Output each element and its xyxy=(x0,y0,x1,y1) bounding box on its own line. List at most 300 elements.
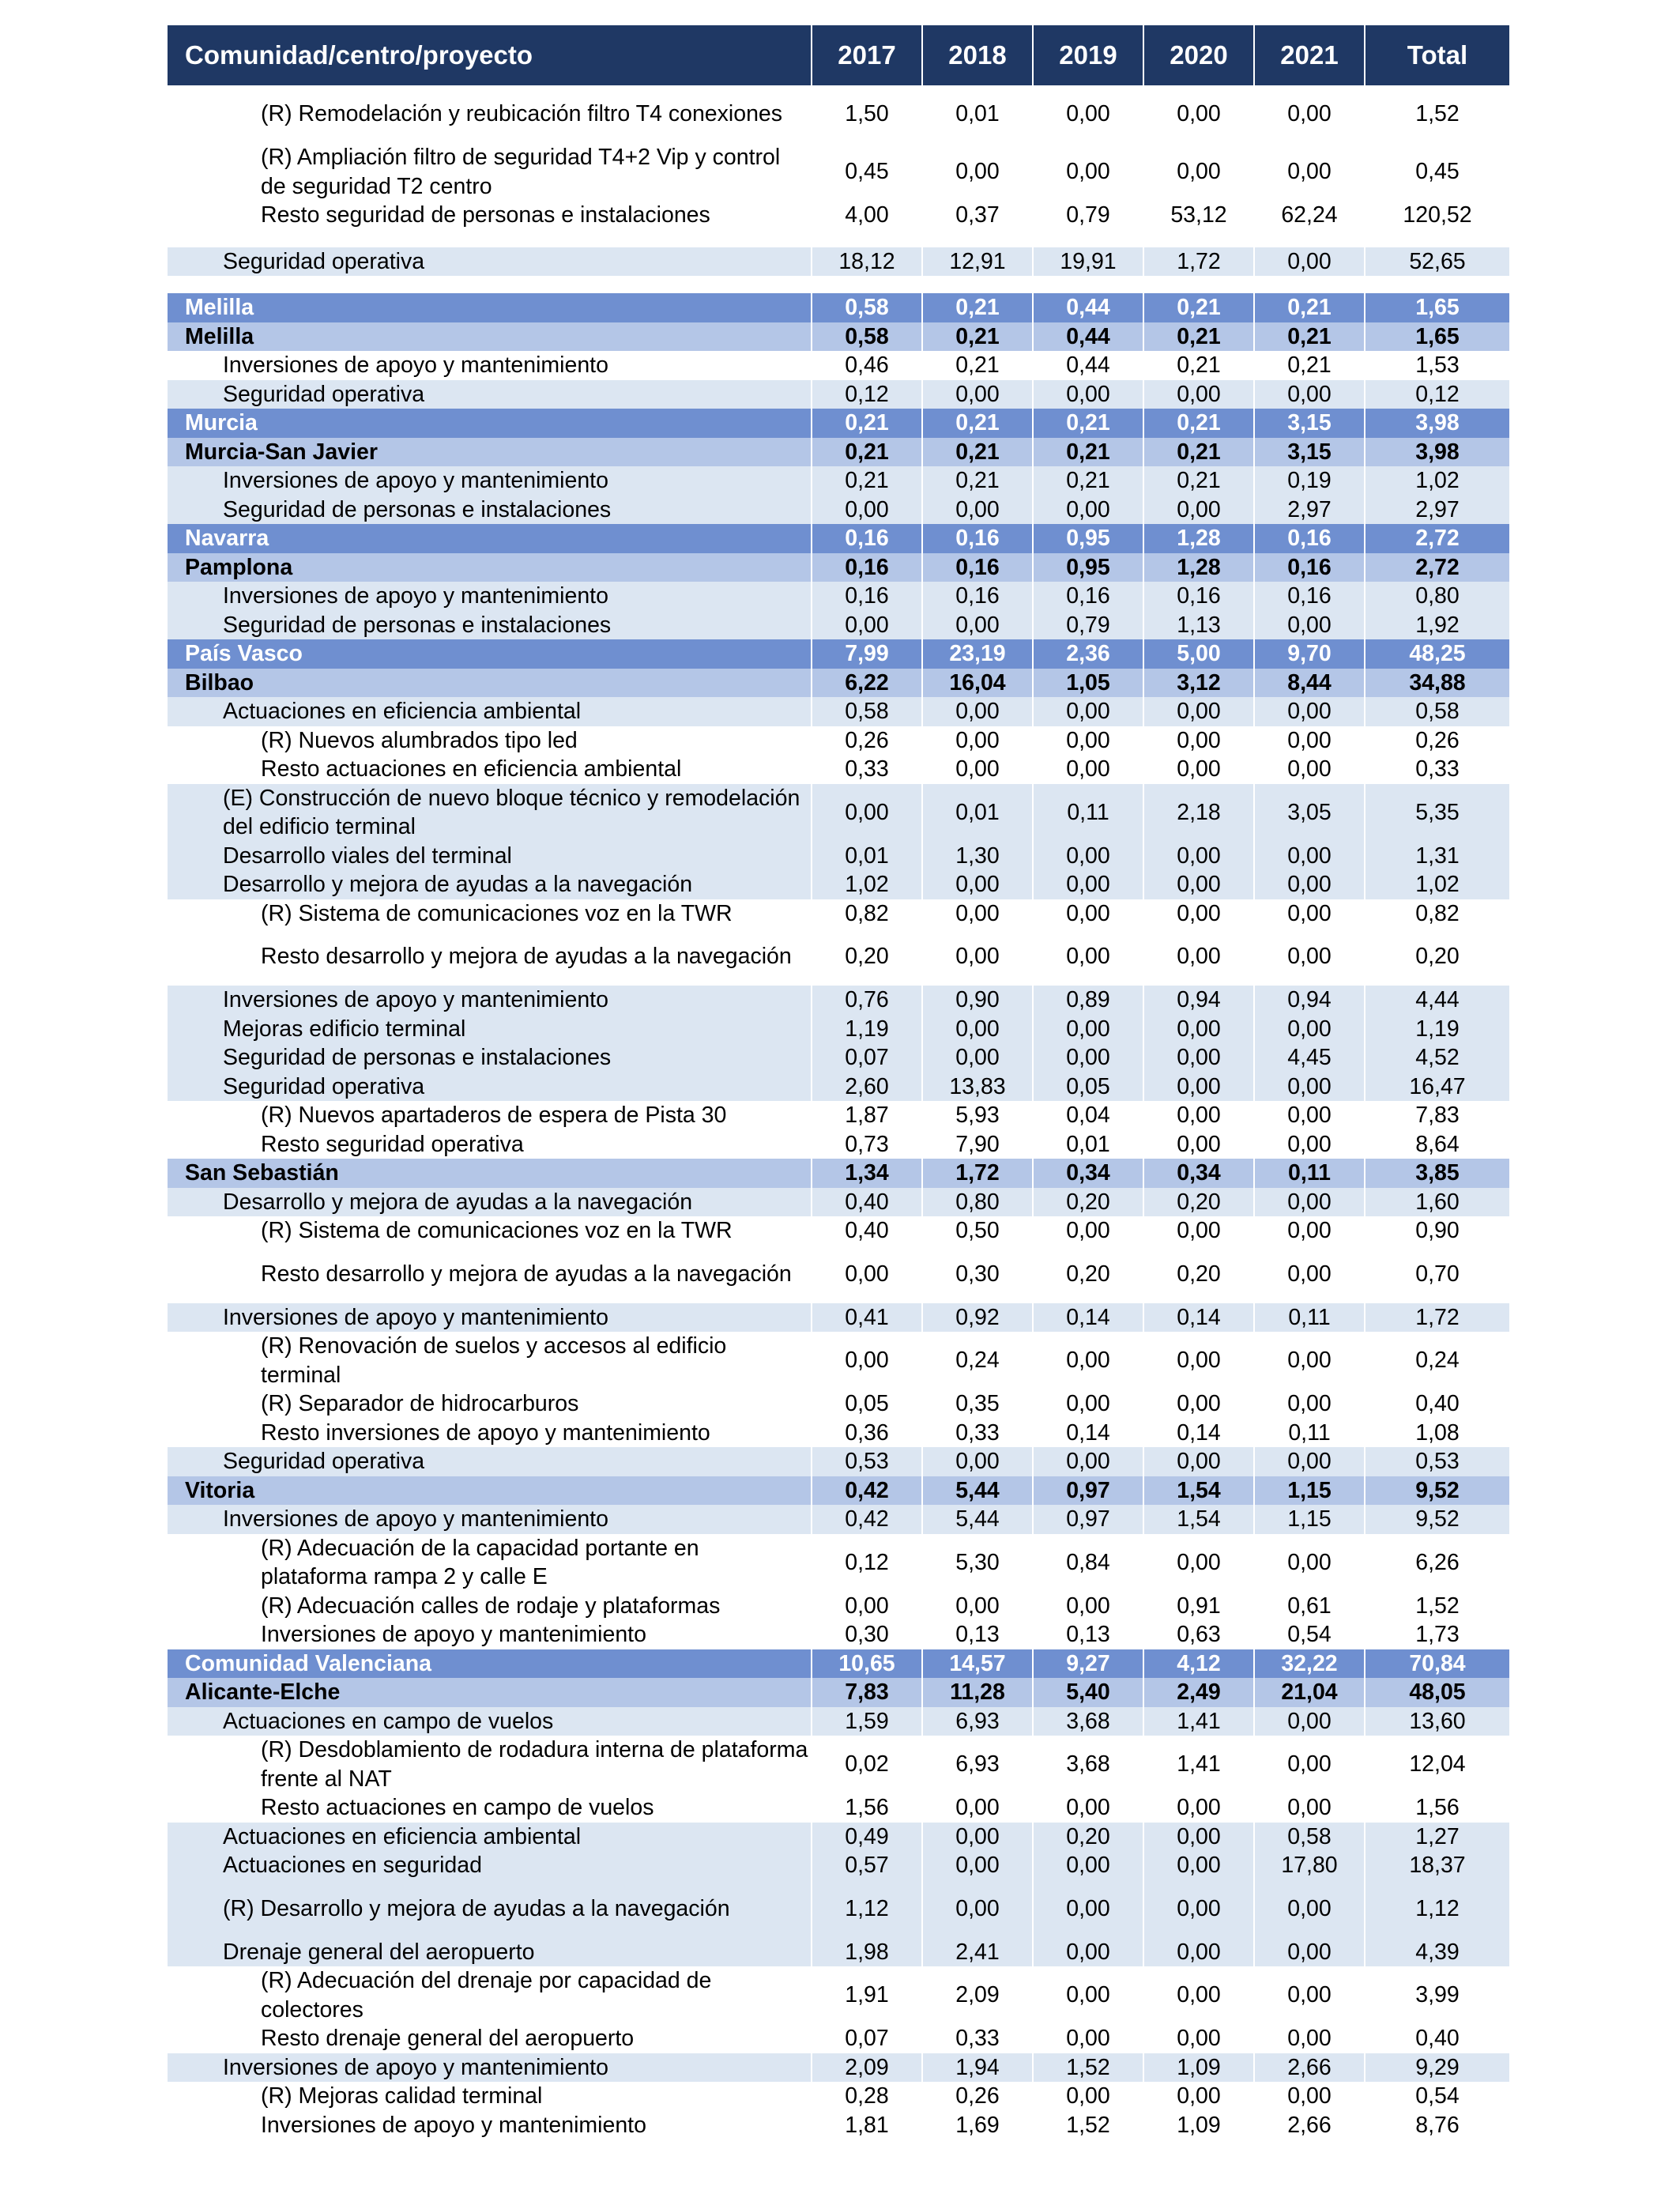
value-2017: 0,49 xyxy=(812,1823,922,1852)
value-2017: 10,65 xyxy=(812,1649,922,1679)
value-total: 2,72 xyxy=(1365,553,1509,582)
value-2019: 0,97 xyxy=(1033,1476,1143,1506)
value-total: 1,73 xyxy=(1365,1620,1509,1649)
value-2019: 0,34 xyxy=(1033,1159,1143,1188)
value-2020: 0,21 xyxy=(1143,438,1254,467)
value-total: 120,52 xyxy=(1365,201,1509,230)
subitem-row xyxy=(168,1332,1509,1389)
value-2017: 0,73 xyxy=(812,1130,922,1159)
value-2020: 0,14 xyxy=(1143,1419,1254,1448)
value-2017: 0,00 xyxy=(812,1332,922,1389)
value-2020: 2,18 xyxy=(1143,784,1254,842)
value-2019: 0,00 xyxy=(1033,842,1143,871)
row-label: Seguridad de personas e instalaciones xyxy=(168,496,812,525)
value-2021: 4,45 xyxy=(1254,1043,1365,1072)
value-2021: 32,22 xyxy=(1254,1649,1365,1679)
spacer-cell xyxy=(1143,276,1254,293)
row-label: (R) Ampliación filtro de seguridad T4+2 Vip y control de seguridad T2 centro xyxy=(168,143,812,201)
value-2018: 0,21 xyxy=(922,293,1033,322)
value-2020: 1,28 xyxy=(1143,553,1254,582)
row-label: Inversiones de apoyo y mantenimiento xyxy=(168,466,812,496)
airport-row xyxy=(168,322,1509,352)
value-2021: 0,00 xyxy=(1254,726,1365,756)
item-row xyxy=(168,1015,1509,1044)
value-2020: 0,63 xyxy=(1143,1620,1254,1649)
value-2021: 0,00 xyxy=(1254,1793,1365,1823)
value-2017: 0,07 xyxy=(812,2024,922,2053)
value-2017: 7,99 xyxy=(812,639,922,669)
value-2019: 1,05 xyxy=(1033,669,1143,698)
row-label: Inversiones de apoyo y mantenimiento xyxy=(168,1620,812,1649)
value-2019: 0,00 xyxy=(1033,1966,1143,2024)
value-2018: 0,16 xyxy=(922,524,1033,553)
value-2021: 0,94 xyxy=(1254,986,1365,1015)
value-total: 0,82 xyxy=(1365,899,1509,929)
value-2020: 1,13 xyxy=(1143,611,1254,640)
value-2018: 0,00 xyxy=(922,755,1033,784)
item-row xyxy=(168,611,1509,640)
value-total: 8,76 xyxy=(1365,2111,1509,2140)
row-label: Melilla xyxy=(168,293,812,322)
value-2018: 0,01 xyxy=(922,85,1033,143)
value-2021: 0,00 xyxy=(1254,1188,1365,1217)
value-2017: 0,00 xyxy=(812,1592,922,1621)
value-2019: 0,95 xyxy=(1033,524,1143,553)
value-2018: 1,69 xyxy=(922,2111,1033,2140)
value-2019: 0,00 xyxy=(1033,380,1143,409)
value-2017: 0,58 xyxy=(812,322,922,352)
row-label: Seguridad operativa xyxy=(168,380,812,409)
value-2018: 0,00 xyxy=(922,380,1033,409)
value-2020: 53,12 xyxy=(1143,201,1254,230)
value-2019: 19,91 xyxy=(1033,247,1143,277)
value-2018: 0,00 xyxy=(922,1447,1033,1476)
item-row xyxy=(168,1851,1509,1880)
value-2021: 0,11 xyxy=(1254,1159,1365,1188)
subitem-row xyxy=(168,2082,1509,2111)
value-2021: 21,04 xyxy=(1254,1678,1365,1707)
value-2020: 0,00 xyxy=(1143,697,1254,726)
value-2017: 0,36 xyxy=(812,1419,922,1448)
value-total: 1,52 xyxy=(1365,85,1509,143)
value-total: 1,27 xyxy=(1365,1823,1509,1852)
value-2019: 0,20 xyxy=(1033,1188,1143,1217)
value-2017: 2,60 xyxy=(812,1072,922,1102)
value-2021: 0,16 xyxy=(1254,582,1365,611)
value-2019: 5,40 xyxy=(1033,1678,1143,1707)
value-2021: 0,00 xyxy=(1254,1072,1365,1102)
value-2021: 0,21 xyxy=(1254,322,1365,352)
value-2017: 0,26 xyxy=(812,726,922,756)
value-2021: 0,00 xyxy=(1254,1966,1365,2024)
value-2017: 0,00 xyxy=(812,496,922,525)
row-label: Actuaciones en seguridad xyxy=(168,1851,812,1880)
value-2021: 0,00 xyxy=(1254,1246,1365,1303)
row-label: Actuaciones en campo de vuelos xyxy=(168,1707,812,1736)
value-2021: 0,00 xyxy=(1254,1707,1365,1736)
value-2020: 0,00 xyxy=(1143,1101,1254,1130)
row-label: Alicante-Elche xyxy=(168,1678,812,1707)
value-2018: 5,30 xyxy=(922,1534,1033,1592)
item-row xyxy=(168,1880,1509,1938)
value-2021: 0,00 xyxy=(1254,1130,1365,1159)
row-label: (R) Sistema de comunicaciones voz en la TWR xyxy=(168,1216,812,1246)
spacer-cell xyxy=(1143,230,1254,247)
item-row xyxy=(168,247,1509,277)
value-2019: 0,00 xyxy=(1033,755,1143,784)
value-2019: 0,00 xyxy=(1033,697,1143,726)
value-2020: 4,12 xyxy=(1143,1649,1254,1679)
header-project: Comunidad/centro/proyecto xyxy=(168,25,812,85)
community-row xyxy=(168,639,1509,669)
header-2021: 2021 xyxy=(1254,25,1365,85)
header-row xyxy=(168,25,1509,85)
value-2019: 0,00 xyxy=(1033,1880,1143,1938)
value-2017: 0,02 xyxy=(812,1736,922,1793)
row-label: (R) Adecuación del drenaje por capacidad de colectores xyxy=(168,1966,812,2024)
value-2021: 0,00 xyxy=(1254,247,1365,277)
value-total: 1,65 xyxy=(1365,293,1509,322)
item-row xyxy=(168,986,1509,1015)
row-label: Inversiones de apoyo y mantenimiento xyxy=(168,986,812,1015)
value-2021: 8,44 xyxy=(1254,669,1365,698)
value-2018: 0,90 xyxy=(922,986,1033,1015)
value-2019: 0,00 xyxy=(1033,1043,1143,1072)
value-2020: 0,00 xyxy=(1143,1823,1254,1852)
value-2020: 0,16 xyxy=(1143,582,1254,611)
value-2019: 0,13 xyxy=(1033,1620,1143,1649)
value-2020: 0,00 xyxy=(1143,1966,1254,2024)
value-2017: 0,01 xyxy=(812,842,922,871)
value-total: 3,99 xyxy=(1365,1966,1509,2024)
value-2020: 1,41 xyxy=(1143,1707,1254,1736)
row-label: Vitoria xyxy=(168,1476,812,1506)
value-2019: 0,21 xyxy=(1033,438,1143,467)
value-2021: 3,15 xyxy=(1254,409,1365,438)
subitem-row xyxy=(168,1620,1509,1649)
value-2021: 0,00 xyxy=(1254,755,1365,784)
row-label: (E) Construcción de nuevo bloque técnico y remodelación del edificio terminal xyxy=(168,784,812,842)
spacer-cell xyxy=(812,230,922,247)
item-row xyxy=(168,1043,1509,1072)
value-2020: 0,20 xyxy=(1143,1188,1254,1217)
value-2019: 0,97 xyxy=(1033,1505,1143,1534)
value-2017: 0,40 xyxy=(812,1216,922,1246)
value-2020: 1,09 xyxy=(1143,2053,1254,2083)
value-2019: 0,00 xyxy=(1033,1389,1143,1419)
value-2019: 1,52 xyxy=(1033,2111,1143,2140)
value-2020: 0,34 xyxy=(1143,1159,1254,1188)
row-label: Actuaciones en eficiencia ambiental xyxy=(168,1823,812,1852)
row-label: Resto actuaciones en eficiencia ambiental xyxy=(168,755,812,784)
value-2021: 2,97 xyxy=(1254,496,1365,525)
value-total: 1,02 xyxy=(1365,870,1509,899)
airport-row xyxy=(168,1159,1509,1188)
value-2020: 1,09 xyxy=(1143,2111,1254,2140)
value-2019: 0,00 xyxy=(1033,1938,1143,1967)
value-2020: 0,91 xyxy=(1143,1592,1254,1621)
value-2017: 0,46 xyxy=(812,351,922,380)
value-2021: 0,00 xyxy=(1254,380,1365,409)
subitem-row xyxy=(168,2111,1509,2140)
airport-row xyxy=(168,553,1509,582)
value-2020: 0,94 xyxy=(1143,986,1254,1015)
value-2018: 0,00 xyxy=(922,611,1033,640)
item-row xyxy=(168,582,1509,611)
value-2018: 0,80 xyxy=(922,1188,1033,1217)
value-2017: 0,45 xyxy=(812,143,922,201)
item-row xyxy=(168,496,1509,525)
row-label: (R) Sistema de comunicaciones voz en la TWR xyxy=(168,899,812,929)
value-2018: 0,00 xyxy=(922,1823,1033,1852)
row-label: Resto desarrollo y mejora de ayudas a la navegación xyxy=(168,1246,812,1303)
value-2021: 0,00 xyxy=(1254,899,1365,929)
row-label: Inversiones de apoyo y mantenimiento xyxy=(168,582,812,611)
value-total: 1,12 xyxy=(1365,1880,1509,1938)
value-total: 0,26 xyxy=(1365,726,1509,756)
value-total: 1,92 xyxy=(1365,611,1509,640)
value-2019: 0,00 xyxy=(1033,1216,1143,1246)
value-2018: 0,92 xyxy=(922,1303,1033,1333)
value-2021: 0,54 xyxy=(1254,1620,1365,1649)
value-2020: 0,00 xyxy=(1143,1332,1254,1389)
row-label: Inversiones de apoyo y mantenimiento xyxy=(168,2111,812,2140)
row-label: San Sebastián xyxy=(168,1159,812,1188)
value-2017: 1,91 xyxy=(812,1966,922,2024)
value-2021: 0,00 xyxy=(1254,1389,1365,1419)
value-2017: 1,02 xyxy=(812,870,922,899)
value-2020: 0,21 xyxy=(1143,322,1254,352)
row-label: (R) Renovación de suelos y accesos al edificio terminal xyxy=(168,1332,812,1389)
item-row xyxy=(168,842,1509,871)
value-2018: 0,35 xyxy=(922,1389,1033,1419)
value-total: 1,56 xyxy=(1365,1793,1509,1823)
value-2020: 0,00 xyxy=(1143,1534,1254,1592)
row-label: Seguridad de personas e instalaciones xyxy=(168,1043,812,1072)
airport-row xyxy=(168,1678,1509,1707)
subitem-row xyxy=(168,1966,1509,2024)
value-2017: 1,87 xyxy=(812,1101,922,1130)
value-2019: 0,00 xyxy=(1033,1793,1143,1823)
item-row xyxy=(168,784,1509,842)
value-total: 48,05 xyxy=(1365,1678,1509,1707)
value-2017: 2,09 xyxy=(812,2053,922,2083)
value-2017: 0,21 xyxy=(812,409,922,438)
value-2018: 0,00 xyxy=(922,726,1033,756)
value-2018: 0,33 xyxy=(922,2024,1033,2053)
value-2018: 1,94 xyxy=(922,2053,1033,2083)
community-row xyxy=(168,1649,1509,1679)
value-2018: 1,30 xyxy=(922,842,1033,871)
value-2017: 0,42 xyxy=(812,1476,922,1506)
value-2017: 1,81 xyxy=(812,2111,922,2140)
value-2018: 6,93 xyxy=(922,1707,1033,1736)
value-total: 13,60 xyxy=(1365,1707,1509,1736)
airport-row xyxy=(168,438,1509,467)
row-label: Inversiones de apoyo y mantenimiento xyxy=(168,2053,812,2083)
row-label: Inversiones de apoyo y mantenimiento xyxy=(168,1505,812,1534)
value-total: 1,19 xyxy=(1365,1015,1509,1044)
value-2017: 0,00 xyxy=(812,784,922,842)
value-2020: 0,21 xyxy=(1143,466,1254,496)
value-2017: 0,12 xyxy=(812,1534,922,1592)
header-2017: 2017 xyxy=(812,25,922,85)
value-2019: 0,44 xyxy=(1033,351,1143,380)
value-total: 0,90 xyxy=(1365,1216,1509,1246)
value-2019: 0,14 xyxy=(1033,1419,1143,1448)
value-2017: 0,42 xyxy=(812,1505,922,1534)
row-label: Desarrollo y mejora de ayudas a la navegación xyxy=(168,1188,812,1217)
value-2017: 0,05 xyxy=(812,1389,922,1419)
value-total: 8,64 xyxy=(1365,1130,1509,1159)
value-2019: 0,84 xyxy=(1033,1534,1143,1592)
value-2021: 0,00 xyxy=(1254,1447,1365,1476)
value-2020: 0,14 xyxy=(1143,1303,1254,1333)
value-total: 0,24 xyxy=(1365,1332,1509,1389)
row-label: Seguridad operativa xyxy=(168,1447,812,1476)
item-row xyxy=(168,1823,1509,1852)
value-2019: 9,27 xyxy=(1033,1649,1143,1679)
value-2018: 12,91 xyxy=(922,247,1033,277)
value-2020: 1,41 xyxy=(1143,1736,1254,1793)
value-total: 0,45 xyxy=(1365,143,1509,201)
community-row xyxy=(168,409,1509,438)
value-2017: 4,00 xyxy=(812,201,922,230)
value-2018: 11,28 xyxy=(922,1678,1033,1707)
row-label: Actuaciones en eficiencia ambiental xyxy=(168,697,812,726)
value-2020: 5,00 xyxy=(1143,639,1254,669)
value-2020: 0,00 xyxy=(1143,870,1254,899)
value-total: 0,40 xyxy=(1365,2024,1509,2053)
value-2019: 0,00 xyxy=(1033,85,1143,143)
value-2018: 0,21 xyxy=(922,322,1033,352)
value-2017: 0,53 xyxy=(812,1447,922,1476)
value-2018: 0,00 xyxy=(922,697,1033,726)
value-2019: 0,00 xyxy=(1033,870,1143,899)
value-2017: 0,21 xyxy=(812,466,922,496)
spacer-cell xyxy=(1033,276,1143,293)
row-label: (R) Desarrollo y mejora de ayudas a la navegación xyxy=(168,1880,812,1938)
value-2018: 0,21 xyxy=(922,466,1033,496)
value-total: 9,52 xyxy=(1365,1505,1509,1534)
value-2020: 1,54 xyxy=(1143,1476,1254,1506)
value-2018: 0,13 xyxy=(922,1620,1033,1649)
value-2021: 2,66 xyxy=(1254,2111,1365,2140)
airport-row xyxy=(168,1476,1509,1506)
value-2018: 1,72 xyxy=(922,1159,1033,1188)
value-2018: 0,16 xyxy=(922,582,1033,611)
value-2017: 0,58 xyxy=(812,697,922,726)
value-2018: 0,00 xyxy=(922,1793,1033,1823)
item-row xyxy=(168,1072,1509,1102)
value-2018: 23,19 xyxy=(922,639,1033,669)
row-label: Murcia xyxy=(168,409,812,438)
value-2018: 0,00 xyxy=(922,496,1033,525)
subitem-row xyxy=(168,1389,1509,1419)
value-2019: 0,00 xyxy=(1033,2024,1143,2053)
row-label: Desarrollo y mejora de ayudas a la navegación xyxy=(168,870,812,899)
value-2021: 0,16 xyxy=(1254,553,1365,582)
subitem-row xyxy=(168,1216,1509,1246)
row-label: Comunidad Valenciana xyxy=(168,1649,812,1679)
value-2019: 0,00 xyxy=(1033,899,1143,929)
value-2019: 3,68 xyxy=(1033,1707,1143,1736)
value-2020: 0,00 xyxy=(1143,842,1254,871)
row-label: Melilla xyxy=(168,322,812,352)
row-label: (R) Adecuación calles de rodaje y plataformas xyxy=(168,1592,812,1621)
value-2021: 0,00 xyxy=(1254,143,1365,201)
value-2018: 0,50 xyxy=(922,1216,1033,1246)
value-2017: 0,40 xyxy=(812,1188,922,1217)
item-row xyxy=(168,1505,1509,1534)
value-2021: 0,61 xyxy=(1254,1592,1365,1621)
value-2018: 5,93 xyxy=(922,1101,1033,1130)
value-2018: 0,21 xyxy=(922,438,1033,467)
value-2018: 6,93 xyxy=(922,1736,1033,1793)
value-2019: 0,20 xyxy=(1033,1823,1143,1852)
value-total: 1,60 xyxy=(1365,1188,1509,1217)
value-2021: 0,21 xyxy=(1254,293,1365,322)
value-2020: 0,00 xyxy=(1143,928,1254,986)
value-2018: 0,30 xyxy=(922,1246,1033,1303)
value-2017: 0,20 xyxy=(812,928,922,986)
value-2018: 0,00 xyxy=(922,1592,1033,1621)
subitem-row xyxy=(168,1419,1509,1448)
value-2020: 1,72 xyxy=(1143,247,1254,277)
value-2021: 0,16 xyxy=(1254,524,1365,553)
value-2020: 0,00 xyxy=(1143,85,1254,143)
subitem-row xyxy=(168,726,1509,756)
value-2018: 0,00 xyxy=(922,1880,1033,1938)
value-2018: 5,44 xyxy=(922,1476,1033,1506)
value-2021: 0,19 xyxy=(1254,466,1365,496)
value-2019: 0,21 xyxy=(1033,466,1143,496)
value-2020: 0,00 xyxy=(1143,1938,1254,1967)
value-2019: 3,68 xyxy=(1033,1736,1143,1793)
value-2021: 3,15 xyxy=(1254,438,1365,467)
value-2021: 0,00 xyxy=(1254,1880,1365,1938)
value-2019: 0,89 xyxy=(1033,986,1143,1015)
value-total: 0,12 xyxy=(1365,380,1509,409)
value-total: 1,53 xyxy=(1365,351,1509,380)
value-2020: 0,00 xyxy=(1143,1447,1254,1476)
spacer-row xyxy=(168,230,1509,247)
subitem-row xyxy=(168,201,1509,230)
value-2018: 0,01 xyxy=(922,784,1033,842)
value-2020: 0,21 xyxy=(1143,293,1254,322)
value-2018: 0,00 xyxy=(922,1043,1033,1072)
value-2017: 0,16 xyxy=(812,582,922,611)
value-2021: 0,00 xyxy=(1254,1015,1365,1044)
value-2017: 0,16 xyxy=(812,524,922,553)
value-total: 18,37 xyxy=(1365,1851,1509,1880)
row-label: Murcia-San Javier xyxy=(168,438,812,467)
header-total: Total xyxy=(1365,25,1509,85)
value-2019: 0,00 xyxy=(1033,496,1143,525)
value-2020: 0,21 xyxy=(1143,409,1254,438)
value-2021: 1,15 xyxy=(1254,1476,1365,1506)
value-2018: 0,00 xyxy=(922,1015,1033,1044)
value-total: 0,53 xyxy=(1365,1447,1509,1476)
value-total: 34,88 xyxy=(1365,669,1509,698)
value-2018: 0,33 xyxy=(922,1419,1033,1448)
value-2020: 0,00 xyxy=(1143,1130,1254,1159)
value-2020: 0,00 xyxy=(1143,1851,1254,1880)
value-total: 5,35 xyxy=(1365,784,1509,842)
value-2019: 0,44 xyxy=(1033,322,1143,352)
spacer-cell xyxy=(1033,230,1143,247)
subitem-row xyxy=(168,755,1509,784)
